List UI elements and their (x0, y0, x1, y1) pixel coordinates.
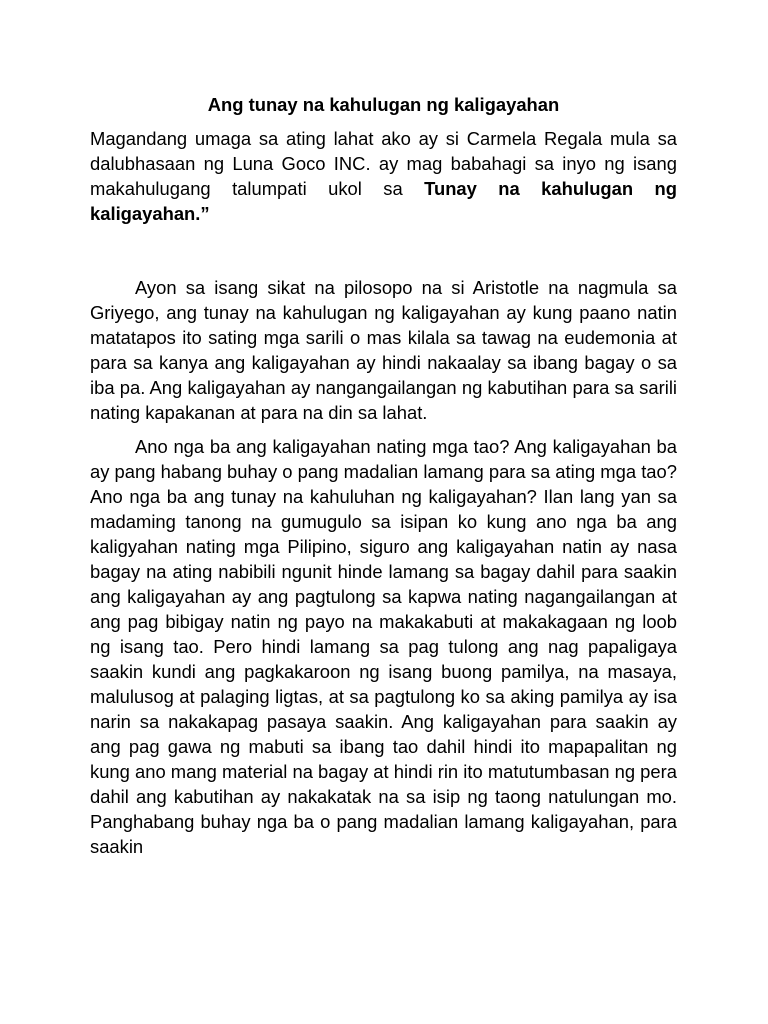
paragraph-introduction-bold-text: Tunay na kahulugan ng kaligayahan.” (90, 178, 678, 224)
paragraph-introduction-text: Magandang umaga sa ating lahat ako ay si Carmela Regala mula sa dalubhasaan ng Luna Goco INC. ay mag babahagi sa inyo ng isang makahulugang talumpati ukol sa (90, 128, 677, 199)
paragraph-aristotle: Ayon sa isang sikat na pilosopo na si Aristotle na nagmula sa Griyego, ang tunay na kahulugan ng kaligayahan ay kung paano natin matatapos ito sating mga sarili o mas kilala sa tawag na eudemonia at para sa kanya ang kaligayahan ay hindi nakaalay sa ibang bagay o sa iba pa. Ang kaligayahan ay nangangailangan ng kabutihan para sa sarili nating kapakanan at para na din sa lahat. (90, 277, 677, 423)
paragraph-happiness-question: Ano nga ba ang kaligayahan nating mga tao? Ang kaligayahan ba ay pang habang buhay o pang madalian lamang para sa ating mga tao? Ano nga ba ang tunay na kahuluhan ng kaligayahan? Ilan lang yan sa madaming tanong na gumugulo sa isipan ko kung ano nga ba ang kaligyahan nating mga Pilipino, siguro ang kaligayahan natin ay nasa bagay na ating nabibili ngunit hinde lamang sa bagay dahil para saakin ang kaligayahan ay ang pagtulong sa kapwa nating nagangailangan at ang pag bibigay natin ng payo na makakabuti at makakagaan ng loob ng isang tao. Pero hindi lamang sa pag tulong ang nag papaligaya saakin kundi ang pagkakaroon ng isang buong pamilya, na masaya, malulusog at palaging ligtas, at sa pagtulong ko sa aking pamilya ay isa narin sa nakakapag pasaya saakin. Ang kaligayahan para saakin ay ang pag gawa ng mabuti sa ibang tao dahil hindi ito mapapalitan ng kung ano mang material na bagay at hindi rin ito matutumbasan ng pera dahil ang kabutihan ay nakakatak na sa isip ng taong natulungan mo. Panghabang buhay nga ba o pang madalian lamang kaligayahan, para saakin (90, 436, 677, 857)
document-body (90, 92, 677, 859)
document-title: Ang tunay na kahulugan ng kaligayahan (207, 94, 560, 115)
paragraph-introduction (90, 126, 677, 226)
